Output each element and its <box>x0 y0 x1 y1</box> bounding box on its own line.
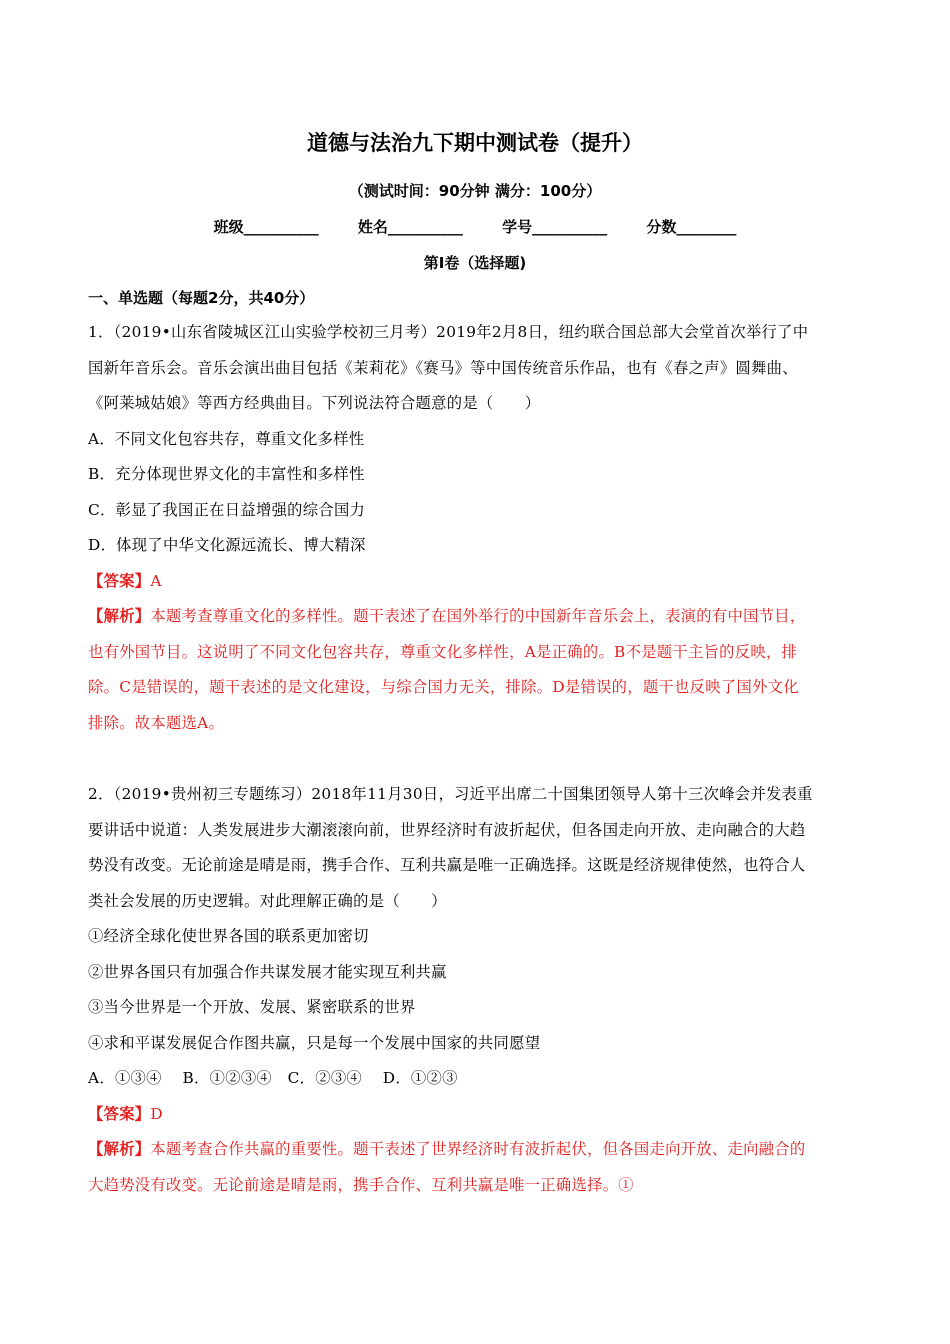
option-b: B．充分体现世界文化的丰富性和多样性 <box>88 465 365 483</box>
answer-line <box>88 564 864 600</box>
number-field: 学号__________ <box>502 218 608 236</box>
page-title: 道德与法治九下期中测试卷（提升） <box>307 131 643 155</box>
score-field: 分数________ <box>646 218 737 236</box>
option-d: D．体现了中华文化源远流长、博大精深 <box>88 536 366 554</box>
analysis-line <box>88 599 864 635</box>
analysis-label: 【解析】 <box>88 607 151 625</box>
statement-3: ③当今世界是一个开放、发展、紧密联系的世界 <box>88 998 416 1016</box>
section-heading: 一、单选题（每题2分，共40分） <box>88 289 315 307</box>
analysis-text: 本题考查尊重文化的多样性。题干表述了在国外举行的中国新年音乐会上，表演的有中国节目， <box>150 607 806 625</box>
question-1 <box>88 315 864 741</box>
question-2 <box>88 777 864 1203</box>
volume-heading: 第I卷（选择题) <box>423 254 527 272</box>
class-field: 班级__________ <box>213 218 319 236</box>
question-2-line: 要讲话中说道：人类发展进步大潮滚滚向前，世界经济时有波折起伏，但各国走向开放、走向融合的大趋 <box>88 820 806 839</box>
options-line: A．①③④ B．①②③④ C．②③④ D．①②③ <box>88 1069 458 1087</box>
test-info: （测试时间：90分钟 满分：100分） <box>348 182 602 200</box>
question-2-line: 2．（2019•贵州初三专题练习）2018年11月30日，习近平出席二十国集团领导人第十三次峰会并发表重 <box>88 785 813 803</box>
answer-value: A <box>150 571 162 590</box>
analysis-line: 也有外国节目。这说明了不同文化包容共存，尊重文化多样性，A是正确的。B不是题干主旨的反映，排 <box>88 642 798 661</box>
answer-label: 【答案】 <box>88 571 151 590</box>
answer-label: 【答案】 <box>88 1104 151 1123</box>
question-1-line: 1．（2019•山东省陵城区江山实验学校初三月考）2019年2月8日，纽约联合国总部大会堂首次举行了中 <box>88 323 809 341</box>
question-2-line: 势没有改变。无论前途是晴是雨，携手合作、互利共赢是唯一正确选择。这既是经济规律使然，也符合人 <box>88 856 806 874</box>
analysis-label: 【解析】 <box>88 1140 151 1158</box>
question-1-line: 国新年音乐会。音乐会演出曲目包括《茉莉花》《赛马》等中国传统音乐作品，也有《春之声》圆舞曲、 <box>88 358 798 377</box>
name-field: 姓名__________ <box>357 218 463 236</box>
answer-value: D <box>150 1104 163 1123</box>
option-a: A．不同文化包容共存，尊重文化多样性 <box>88 429 365 448</box>
analysis-line <box>88 1132 864 1168</box>
option-c: C．彰显了我国正在日益增强的综合国力 <box>88 500 366 519</box>
question-2-line: 类社会发展的历史逻辑。对此理解正确的是（ ） <box>88 891 447 910</box>
statement-2: ②世界各国只有加强合作共谋发展才能实现互利共赢 <box>88 962 447 981</box>
question-1-line: 《阿莱城姑娘》等西方经典曲目。下列说法符合题意的是（ ） <box>88 394 541 412</box>
analysis-text: 本题考查合作共赢的重要性。题干表述了世界经济时有波折起伏，但各国走向开放、走向融合的 <box>150 1140 806 1158</box>
analysis-line: 除。C是错误的，题干表述的是文化建设，与综合国力无关，排除。D是错误的，题干也反映了国外文化 <box>88 678 799 696</box>
student-info-row <box>0 216 950 237</box>
statement-1: ①经济全球化使世界各国的联系更加密切 <box>88 927 369 945</box>
analysis-line: 大趋势没有改变。无论前途是晴是雨，携手合作、互利共赢是唯一正确选择。① <box>88 1175 634 1194</box>
analysis-line: 排除。故本题选A。 <box>88 713 225 732</box>
statement-4: ④求和平谋发展促合作图共赢，只是每一个发展中国家的共同愿望 <box>88 1033 541 1052</box>
answer-line <box>88 1097 864 1133</box>
